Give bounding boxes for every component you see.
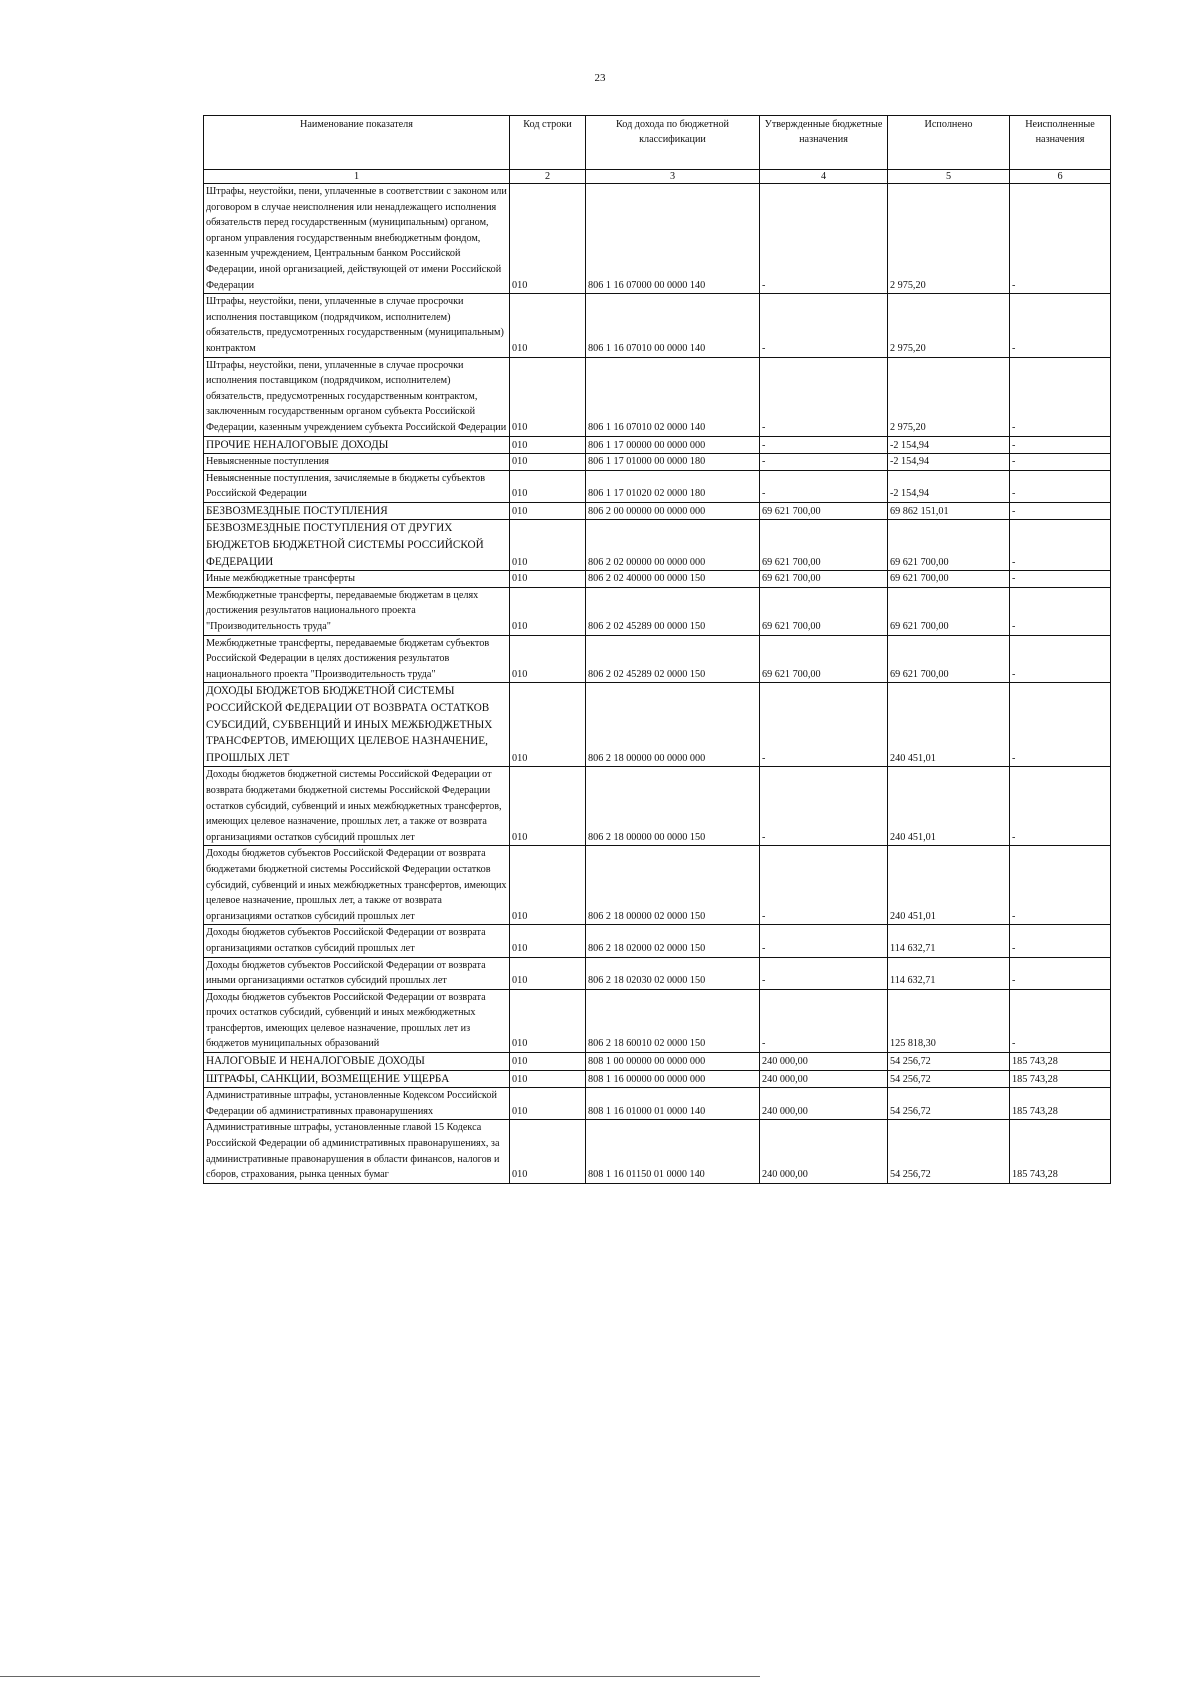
executed-amount-cell: 2 975,20	[888, 294, 1010, 357]
table-header-row	[204, 116, 1111, 170]
unexecuted-amount-cell: 185 743,28	[1010, 1120, 1111, 1183]
income-code-cell: 806 1 17 01000 00 0000 180	[586, 454, 760, 471]
table-row	[204, 635, 1111, 683]
income-code-cell: 808 1 16 01150 01 0000 140	[586, 1120, 760, 1183]
line-code-cell: 010	[510, 184, 586, 294]
unexecuted-amount-cell: -	[1010, 989, 1111, 1052]
approved-amount-cell: -	[760, 989, 888, 1052]
approved-amount-cell: 69 621 700,00	[760, 587, 888, 635]
header-income-code: Код дохода по бюджетной классификации	[586, 116, 760, 170]
line-code-cell: 010	[510, 502, 586, 520]
table-row	[204, 571, 1111, 588]
indicator-name-cell: Доходы бюджетов субъектов Российской Федерации от возврата организациями остатков субсидий прошлых лет	[204, 925, 510, 957]
line-code-cell: 010	[510, 683, 586, 767]
indicator-name-cell: Иные межбюджетные трансферты	[204, 571, 510, 588]
executed-amount-cell: -2 154,94	[888, 470, 1010, 502]
line-code-cell: 010	[510, 1053, 586, 1071]
indicator-name-cell: Невыясненные поступления, зачисляемые в бюджеты субъектов Российской Федерации	[204, 470, 510, 502]
page-number: 23	[594, 72, 606, 84]
line-code-cell: 010	[510, 1120, 586, 1183]
indicator-name-cell: Межбюджетные трансферты, передаваемые бюджетам в целях достижения результатов национального проекта "Производительность труда"	[204, 587, 510, 635]
line-code-cell: 010	[510, 587, 586, 635]
income-code-cell: 806 2 18 00000 00 0000 000	[586, 683, 760, 767]
income-code-cell: 806 2 02 45289 00 0000 150	[586, 587, 760, 635]
budget-report-table	[203, 115, 1111, 1184]
table-body	[204, 184, 1111, 1184]
table-row	[204, 520, 1111, 571]
column-number: 6	[1010, 170, 1111, 184]
table-row	[204, 925, 1111, 957]
indicator-name-cell: Доходы бюджетов субъектов Российской Федерации от возврата иными организациями остатков субсидий прошлых лет	[204, 957, 510, 989]
column-number: 3	[586, 170, 760, 184]
table-row	[204, 846, 1111, 925]
table-row	[204, 502, 1111, 520]
approved-amount-cell: -	[760, 470, 888, 502]
unexecuted-amount-cell: -	[1010, 767, 1111, 846]
line-code-cell: 010	[510, 846, 586, 925]
line-code-cell: 010	[510, 925, 586, 957]
line-code-cell: 010	[510, 357, 586, 436]
scan-edge-line	[0, 1676, 760, 1677]
income-code-cell: 808 1 16 01000 01 0000 140	[586, 1088, 760, 1120]
income-code-cell: 806 2 02 45289 02 0000 150	[586, 635, 760, 683]
income-code-cell: 806 2 00 00000 00 0000 000	[586, 502, 760, 520]
executed-amount-cell: 54 256,72	[888, 1070, 1010, 1088]
table-row	[204, 1120, 1111, 1183]
executed-amount-cell: 69 862 151,01	[888, 502, 1010, 520]
income-code-cell: 808 1 00 00000 00 0000 000	[586, 1053, 760, 1071]
column-number-row	[204, 170, 1111, 184]
unexecuted-amount-cell: -	[1010, 502, 1111, 520]
table-row	[204, 470, 1111, 502]
line-code-cell: 010	[510, 989, 586, 1052]
table-row	[204, 357, 1111, 436]
income-code-cell: 806 1 17 00000 00 0000 000	[586, 436, 760, 454]
line-code-cell: 010	[510, 436, 586, 454]
column-number: 4	[760, 170, 888, 184]
indicator-name-cell: Административные штрафы, установленные Кодексом Российской Федерации об административных правонарушениях	[204, 1088, 510, 1120]
table-row	[204, 767, 1111, 846]
table-row	[204, 587, 1111, 635]
table-row	[204, 957, 1111, 989]
executed-amount-cell: 240 451,01	[888, 846, 1010, 925]
income-code-cell: 808 1 16 00000 00 0000 000	[586, 1070, 760, 1088]
unexecuted-amount-cell: -	[1010, 294, 1111, 357]
approved-amount-cell: -	[760, 767, 888, 846]
approved-amount-cell: 69 621 700,00	[760, 635, 888, 683]
executed-amount-cell: 69 621 700,00	[888, 587, 1010, 635]
line-code-cell: 010	[510, 767, 586, 846]
line-code-cell: 010	[510, 520, 586, 571]
unexecuted-amount-cell: -	[1010, 587, 1111, 635]
approved-amount-cell: -	[760, 436, 888, 454]
unexecuted-amount-cell: 185 743,28	[1010, 1053, 1111, 1071]
header-line-code: Код строки	[510, 116, 586, 170]
line-code-cell: 010	[510, 1070, 586, 1088]
indicator-name-cell: Межбюджетные трансферты, передаваемые бюджетам субъектов Российской Федерации в целях достижения результатов национального проекта "Производительность труда"	[204, 635, 510, 683]
approved-amount-cell: -	[760, 846, 888, 925]
unexecuted-amount-cell: -	[1010, 957, 1111, 989]
indicator-name-cell: НАЛОГОВЫЕ И НЕНАЛОГОВЫЕ ДОХОДЫ	[204, 1053, 510, 1071]
line-code-cell: 010	[510, 454, 586, 471]
line-code-cell: 010	[510, 957, 586, 989]
income-code-cell: 806 2 18 60010 02 0000 150	[586, 989, 760, 1052]
line-code-cell: 010	[510, 635, 586, 683]
table-row	[204, 989, 1111, 1052]
indicator-name-cell: Штрафы, неустойки, пени, уплаченные в случае просрочки исполнения поставщиком (подрядчиком, исполнителем) обязательств, предусмотренных государственным (муниципальным) контрактом	[204, 294, 510, 357]
indicator-name-cell: ДОХОДЫ БЮДЖЕТОВ БЮДЖЕТНОЙ СИСТЕМЫ РОССИЙСКОЙ ФЕДЕРАЦИИ ОТ ВОЗВРАТА ОСТАТКОВ СУБСИДИЙ, СУБВЕНЦИЙ И ИНЫХ МЕЖБЮДЖЕТНЫХ ТРАНСФЕРТОВ, ИМЕЮЩИХ ЦЕЛЕВОЕ НАЗНАЧЕНИЕ, ПРОШЛЫХ ЛЕТ	[204, 683, 510, 767]
income-code-cell: 806 2 18 00000 00 0000 150	[586, 767, 760, 846]
indicator-name-cell: Административные штрафы, установленные главой 15 Кодекса Российской Федерации об административных правонарушениях, за административные правонарушения в области финансов, налогов и сборов, страхования, рынка ценных бумаг	[204, 1120, 510, 1183]
unexecuted-amount-cell: -	[1010, 571, 1111, 588]
executed-amount-cell: 2 975,20	[888, 357, 1010, 436]
income-code-cell: 806 1 16 07010 02 0000 140	[586, 357, 760, 436]
indicator-name-cell: ПРОЧИЕ НЕНАЛОГОВЫЕ ДОХОДЫ	[204, 436, 510, 454]
executed-amount-cell: 69 621 700,00	[888, 635, 1010, 683]
approved-amount-cell: -	[760, 683, 888, 767]
income-code-cell: 806 2 02 00000 00 0000 000	[586, 520, 760, 571]
table-row	[204, 683, 1111, 767]
header-unexecuted: Неисполненные назначения	[1010, 116, 1111, 170]
column-number: 2	[510, 170, 586, 184]
line-code-cell: 010	[510, 1088, 586, 1120]
income-code-cell: 806 1 17 01020 02 0000 180	[586, 470, 760, 502]
unexecuted-amount-cell: -	[1010, 925, 1111, 957]
executed-amount-cell: 114 632,71	[888, 957, 1010, 989]
executed-amount-cell: 240 451,01	[888, 767, 1010, 846]
unexecuted-amount-cell: -	[1010, 454, 1111, 471]
unexecuted-amount-cell: -	[1010, 470, 1111, 502]
indicator-name-cell: ШТРАФЫ, САНКЦИИ, ВОЗМЕЩЕНИЕ УЩЕРБА	[204, 1070, 510, 1088]
income-code-cell: 806 2 18 02000 02 0000 150	[586, 925, 760, 957]
income-code-cell: 806 1 16 07010 00 0000 140	[586, 294, 760, 357]
indicator-name-cell: БЕЗВОЗМЕЗДНЫЕ ПОСТУПЛЕНИЯ ОТ ДРУГИХ БЮДЖЕТОВ БЮДЖЕТНОЙ СИСТЕМЫ РОССИЙСКОЙ ФЕДЕРАЦИИ	[204, 520, 510, 571]
table-row	[204, 294, 1111, 357]
table-row	[204, 184, 1111, 294]
line-code-cell: 010	[510, 571, 586, 588]
approved-amount-cell: -	[760, 454, 888, 471]
executed-amount-cell: 125 818,30	[888, 989, 1010, 1052]
approved-amount-cell: -	[760, 957, 888, 989]
table-row	[204, 454, 1111, 471]
approved-amount-cell: -	[760, 357, 888, 436]
header-executed: Исполнено	[888, 116, 1010, 170]
executed-amount-cell: 114 632,71	[888, 925, 1010, 957]
indicator-name-cell: Штрафы, неустойки, пени, уплаченные в случае просрочки исполнения поставщиком (подрядчиком, исполнителем) обязательств, предусмотренных государственным контрактом, заключенным государственным органом субъекта Российской Федерации, казенным учреждением субъекта Российской Федерации	[204, 357, 510, 436]
header-indicator-name: Наименование показателя	[204, 116, 510, 170]
executed-amount-cell: 2 975,20	[888, 184, 1010, 294]
indicator-name-cell: Штрафы, неустойки, пени, уплаченные в соответствии с законом или договором в случае неисполнения или ненадлежащего исполнения обязательств перед государственным (муниципальным) органом, органом управления государственным внебюджетным фондом, казенным учреждением, Центральным банком Российской Федерации, иной организацией, действующей от имени Российской Федерации	[204, 184, 510, 294]
column-number: 5	[888, 170, 1010, 184]
indicator-name-cell: Доходы бюджетов субъектов Российской Федерации от возврата прочих остатков субсидий, субвенций и иных межбюджетных трансфертов, имеющих целевое назначение, прошлых лет из бюджетов муниципальных образований	[204, 989, 510, 1052]
executed-amount-cell: 54 256,72	[888, 1053, 1010, 1071]
unexecuted-amount-cell: -	[1010, 846, 1111, 925]
executed-amount-cell: 69 621 700,00	[888, 571, 1010, 588]
approved-amount-cell: 240 000,00	[760, 1120, 888, 1183]
executed-amount-cell: -2 154,94	[888, 436, 1010, 454]
executed-amount-cell: 240 451,01	[888, 683, 1010, 767]
indicator-name-cell: Доходы бюджетов субъектов Российской Федерации от возврата бюджетами бюджетной системы Российской Федерации остатков субсидий, субвенций и иных межбюджетных трансфертов, имеющих целевое назначение, прошлых лет, а также от возврата организациями остатков субсидий прошлых лет	[204, 846, 510, 925]
approved-amount-cell: 240 000,00	[760, 1088, 888, 1120]
unexecuted-amount-cell: -	[1010, 683, 1111, 767]
approved-amount-cell: 69 621 700,00	[760, 520, 888, 571]
executed-amount-cell: 54 256,72	[888, 1120, 1010, 1183]
income-code-cell: 806 2 18 00000 02 0000 150	[586, 846, 760, 925]
income-code-cell: 806 2 18 02030 02 0000 150	[586, 957, 760, 989]
approved-amount-cell: 69 621 700,00	[760, 502, 888, 520]
income-code-cell: 806 2 02 40000 00 0000 150	[586, 571, 760, 588]
executed-amount-cell: 54 256,72	[888, 1088, 1010, 1120]
approved-amount-cell: 240 000,00	[760, 1053, 888, 1071]
unexecuted-amount-cell: -	[1010, 520, 1111, 571]
unexecuted-amount-cell: -	[1010, 357, 1111, 436]
approved-amount-cell: 69 621 700,00	[760, 571, 888, 588]
unexecuted-amount-cell: 185 743,28	[1010, 1070, 1111, 1088]
approved-amount-cell: 240 000,00	[760, 1070, 888, 1088]
header-approved: Утвержденные бюджетные назначения	[760, 116, 888, 170]
unexecuted-amount-cell: -	[1010, 436, 1111, 454]
indicator-name-cell: БЕЗВОЗМЕЗДНЫЕ ПОСТУПЛЕНИЯ	[204, 502, 510, 520]
table-row	[204, 1070, 1111, 1088]
table-row	[204, 1053, 1111, 1071]
unexecuted-amount-cell: 185 743,28	[1010, 1088, 1111, 1120]
approved-amount-cell: -	[760, 294, 888, 357]
line-code-cell: 010	[510, 294, 586, 357]
column-number: 1	[204, 170, 510, 184]
executed-amount-cell: -2 154,94	[888, 454, 1010, 471]
executed-amount-cell: 69 621 700,00	[888, 520, 1010, 571]
indicator-name-cell: Доходы бюджетов бюджетной системы Российской Федерации от возврата бюджетами бюджетной системы Российской Федерации остатков субсидий, субвенций и иных межбюджетных трансфертов, имеющих целевое назначение, прошлых лет, а также от возврата организациями остатков субсидий прошлых лет	[204, 767, 510, 846]
approved-amount-cell: -	[760, 925, 888, 957]
unexecuted-amount-cell: -	[1010, 184, 1111, 294]
approved-amount-cell: -	[760, 184, 888, 294]
table-row	[204, 436, 1111, 454]
indicator-name-cell: Невыясненные поступления	[204, 454, 510, 471]
income-code-cell: 806 1 16 07000 00 0000 140	[586, 184, 760, 294]
line-code-cell: 010	[510, 470, 586, 502]
table-row	[204, 1088, 1111, 1120]
unexecuted-amount-cell: -	[1010, 635, 1111, 683]
